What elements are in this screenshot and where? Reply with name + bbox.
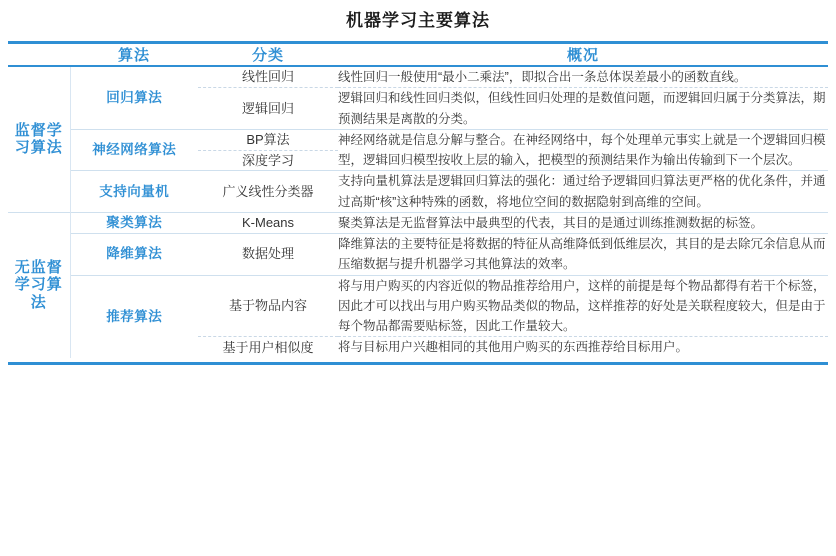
group-label-supervised: 监督学习算法 <box>8 67 70 212</box>
algorithm-label-recommendation: 推荐算法 <box>70 275 198 358</box>
table-row <box>8 67 828 88</box>
category-deep-learning: 深度学习 <box>198 150 338 171</box>
overview-linear-regression: 线性回归一般使用“最小二乘法”，即拟合出一条总体误差最小的函数直线。 <box>338 70 747 84</box>
header-group <box>8 44 70 65</box>
table-row <box>8 171 828 213</box>
algorithms-table <box>8 41 828 365</box>
overview-dimensionality-reduction: 降维算法的主要特征是将数据的特征从高维降低到低维层次，其目的是去除冗余信息从而压缩数据与提升机器学习其他算法的效率。 <box>338 234 828 276</box>
overview-neural-network: 神经网络就是信息分解与整合。在神经网络中，每个处理单元事实上就是一个逻辑回归模型，逻辑回归模型按收上层的输入，把模型的预测结果作为输出传输到下一个层次。 <box>338 129 828 171</box>
algorithm-label-regression: 回归算法 <box>106 90 163 106</box>
table-header-row <box>8 44 828 65</box>
table-row <box>8 129 828 150</box>
overview-user-similarity: 将与目标用户兴趣相同的其他用户购买的东西推荐给目标用户。 <box>338 337 828 358</box>
category-item-based: 基于物品内容 <box>198 275 338 337</box>
page-title: 机器学习主要算法 <box>346 11 490 30</box>
category-data-processing: 数据处理 <box>198 234 338 276</box>
category-linear-regression: 线性回归 <box>241 69 294 85</box>
category-logistic-regression: 逻辑回归 <box>198 88 338 130</box>
table-row <box>8 275 828 337</box>
header-category: 分类 <box>251 47 284 64</box>
algorithm-label-dimensionality-reduction: 降维算法 <box>70 234 198 276</box>
overview-logistic-regression: 逻辑回归和线性回归类似，但线性回归处理的是数值问题，而逻辑回归属于分类算法，期预测结果是离散的分类。 <box>338 88 828 130</box>
header-algorithm: 算法 <box>117 47 150 64</box>
category-generalized-linear-classifier: 广义线性分类器 <box>198 171 338 213</box>
table-bottom-rule <box>8 362 828 365</box>
algorithm-label-neural-network: 神经网络算法 <box>70 129 198 171</box>
overview-svm: 支持向量机算法是逻辑回归算法的强化：通过给予逻辑回归算法更严格的优化条件，并通过高斯“核”这种特殊的函数，将地位空间的数据隐射到高维的空间。 <box>338 171 828 213</box>
algorithm-label-clustering: 聚类算法 <box>70 212 198 233</box>
table-row <box>8 234 828 276</box>
category-bp-algorithm: BP算法 <box>198 129 338 150</box>
header-overview: 概况 <box>566 47 599 64</box>
overview-clustering: 聚类算法是无监督算法中最典型的代表，其目的是通过训练推测数据的标签。 <box>338 212 828 233</box>
algorithm-label-svm: 支持向量机 <box>70 171 198 213</box>
group-label-unsupervised: 无监督学习算法 <box>8 212 70 357</box>
table-row <box>8 212 828 233</box>
overview-item-based: 将与用户购买的内容近似的物品推荐给用户，这样的前提是每个物品都得有若干个标签，因此才可以找出与用户购买物品类似的物品，这样推荐的好处是关联程度较大，但是由于每个物品都需要贴标签，因此工作量较大。 <box>338 275 828 337</box>
category-kmeans: K-Means <box>198 212 338 233</box>
category-user-similarity: 基于用户相似度 <box>198 337 338 358</box>
